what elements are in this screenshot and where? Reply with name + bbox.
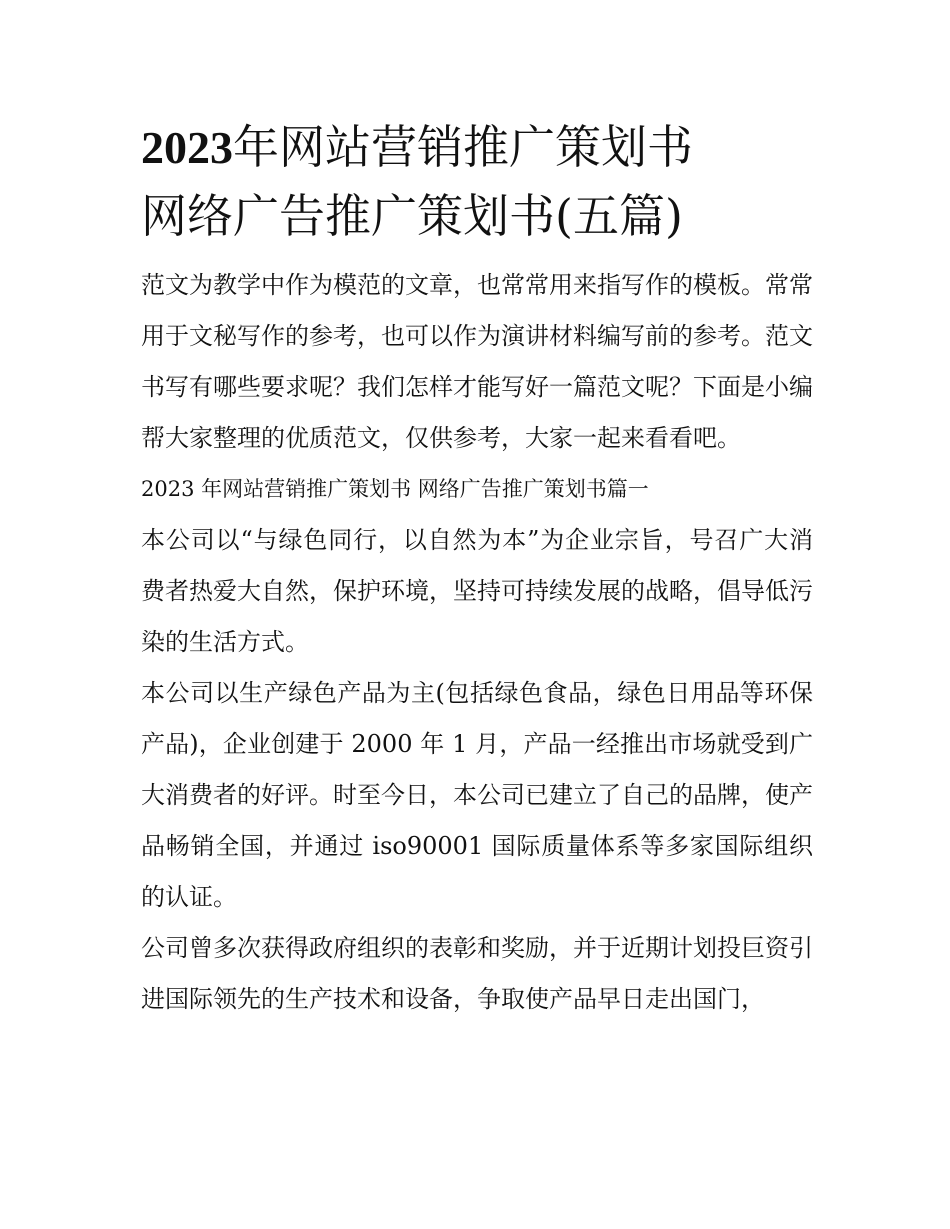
title-line-1 <box>141 113 813 182</box>
title-line-1-text: 年网站营销推广策划书 <box>233 120 693 174</box>
body-paragraph-2: 本公司以生产绿色产品为主(包括绿色食品，绿色日用品等环保产品)，企业创建于 2000 年 1 月，产品一经推出市场就受到广大消费者的好评。时至今日，本公司已建立了自己的品牌，使产品畅销全国，并通过 iso90001 国际质量体系等多家国际组织的认证。 <box>141 679 813 911</box>
document-body <box>141 260 813 1025</box>
body-paragraph-3: 公司曾多次获得政府组织的表彰和奖励，并于近期计划投巨资引进国际领先的生产技术和设备，争取使产品早日走出国门， <box>141 934 813 1013</box>
title-line-2: 网络广告推广策划书(五篇) <box>141 189 683 243</box>
section-heading: 2023 年网站营销推广策划书 网络广告推广策划书篇一 <box>141 477 649 501</box>
title-year: 2023 <box>141 122 233 173</box>
intro-paragraph: 范文为教学中作为模范的文章，也常常用来指写作的模板。常常用于文秘写作的参考，也可以作为演讲材料编写前的参考。范文书写有哪些要求呢？我们怎样才能写好一篇范文呢？下面是小编帮大家整理的优质范文，仅供参考，大家一起来看看吧。 <box>141 271 813 452</box>
document-title <box>141 113 813 250</box>
document-page <box>141 113 813 1025</box>
body-paragraph-1: 本公司以“与绿色同行，以自然为本”为企业宗旨，号召广大消费者热爱大自然，保护环境，坚持可持续发展的战略，倡导低污染的生活方式。 <box>141 526 813 656</box>
